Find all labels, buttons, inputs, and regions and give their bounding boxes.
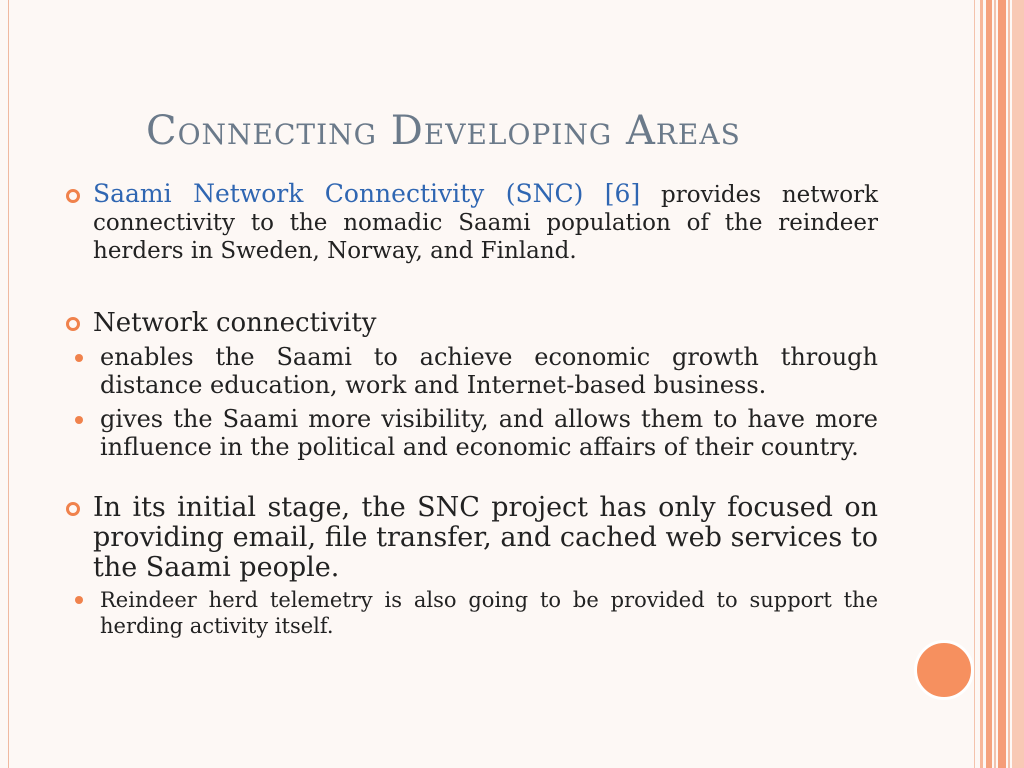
sub-bullet-text: Reindeer herd telemetry is also going to be provided to support the herding activity itself.: [100, 588, 878, 638]
snc-highlight: Saami Network Connectivity (SNC) [6]: [93, 179, 641, 208]
decorative-stripe: [994, 0, 996, 768]
sub-bullet-text: enables the Saami to achieve economic growth through distance education, work and Internet-based business.: [100, 343, 878, 399]
ring-bullet-icon: [66, 189, 80, 203]
bullet-initial-stage: [60, 493, 878, 583]
slide-title: Connecting Developing Areas: [146, 108, 741, 154]
left-frame-line: [8, 0, 9, 768]
sub-bullet: [60, 343, 878, 399]
dot-bullet-icon: [75, 416, 83, 424]
ring-bullet-icon: [66, 317, 80, 331]
sub-bullet-text: gives the Saami more visibility, and allows them to have more influence in the political and economic affairs of their country.: [100, 405, 878, 461]
ring-bullet-icon: [66, 502, 80, 516]
sub-bullet: [60, 587, 878, 639]
decorative-stripe: [980, 0, 983, 768]
decorative-circle: [914, 640, 974, 700]
bullet-text: In its initial stage, the SNC project has only focused on providing email, file transfer, and cached web services to the Saami people.: [93, 492, 878, 583]
dot-bullet-icon: [75, 354, 83, 362]
decorative-stripe: [1008, 0, 1010, 768]
decorative-stripe: [998, 0, 1006, 768]
sub-bullet: [60, 405, 878, 461]
bullet-snc: [60, 180, 878, 265]
decorative-stripe: [1012, 0, 1024, 768]
bullet-network-connectivity: [60, 307, 878, 339]
decorative-stripe: [986, 0, 992, 768]
bullet-text: Network connectivity: [93, 308, 377, 338]
dot-bullet-icon: [75, 596, 83, 604]
bullet-text: provides network connectivity to the nomadic Saami population of the reindeer herders in Sweden, Norway, and Finland.: [93, 182, 879, 264]
slide-content: [60, 180, 878, 639]
decorative-stripe: [974, 0, 975, 768]
